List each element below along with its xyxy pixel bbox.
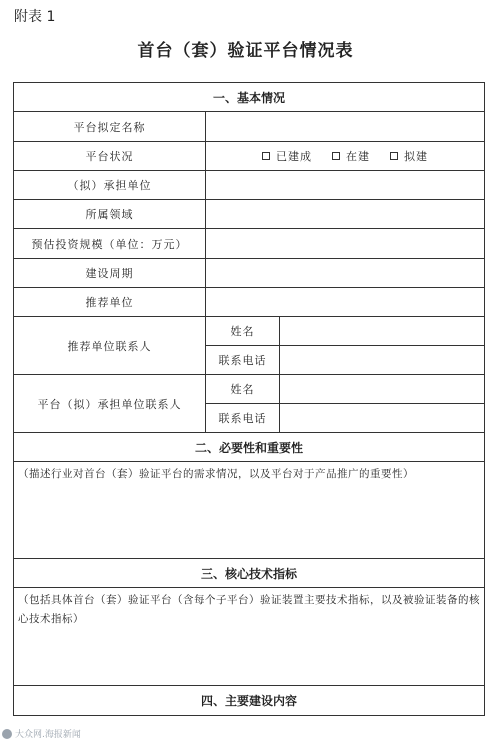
label-period: 建设周期 — [14, 259, 206, 288]
row-platform-status — [14, 142, 485, 171]
platform-info-table — [13, 82, 485, 716]
section-necessity-title: 二、必要性和重要性 — [14, 433, 485, 462]
label-recommending-contact-name: 姓名 — [206, 317, 280, 346]
section-core-title: 三、核心技术指标 — [14, 559, 485, 588]
label-investment: 预估投资规模（单位：万元） — [14, 229, 206, 259]
status-built-label: 已建成 — [276, 150, 313, 163]
status-option-built[interactable] — [262, 148, 312, 164]
checkbox-built[interactable] — [262, 152, 270, 160]
label-recommending-contact-phone: 联系电话 — [206, 346, 280, 375]
section-necessity-header — [14, 433, 485, 462]
watermark — [2, 727, 81, 740]
label-undertaking-contact-name: 姓名 — [206, 375, 280, 404]
document-title: 首台（套）验证平台情况表 — [137, 41, 354, 61]
label-platform-status: 平台状况 — [14, 142, 206, 171]
input-investment[interactable] — [206, 229, 485, 259]
input-period[interactable] — [206, 259, 485, 288]
input-undertaking-unit[interactable] — [206, 171, 485, 200]
status-options-cell — [206, 142, 485, 171]
input-undertaking-contact-phone[interactable] — [280, 404, 485, 433]
row-core-content — [14, 588, 485, 686]
section-construction-header — [14, 686, 485, 716]
watermark-text: 大众网.海报新闻 — [15, 730, 81, 740]
status-option-under-construction[interactable] — [332, 148, 370, 164]
row-recommending-unit — [14, 288, 485, 317]
input-recommending-unit[interactable] — [206, 288, 485, 317]
checkbox-planned[interactable] — [390, 152, 398, 160]
section-core-header — [14, 559, 485, 588]
row-investment — [14, 229, 485, 259]
input-recommending-contact-name[interactable] — [280, 317, 485, 346]
status-option-planned[interactable] — [390, 148, 428, 164]
appendix-label: 附表 1 — [14, 9, 56, 25]
input-undertaking-contact-name[interactable] — [280, 375, 485, 404]
row-period — [14, 259, 485, 288]
status-planned-label: 拟建 — [404, 150, 429, 163]
input-platform-name[interactable] — [206, 112, 485, 142]
label-recommending-unit: 推荐单位 — [14, 288, 206, 317]
row-undertaking-unit — [14, 171, 485, 200]
textarea-core[interactable] — [14, 588, 485, 686]
row-recommending-contact-name — [14, 317, 485, 346]
necessity-hint: （描述行业对首台（套）验证平台的需求情况，以及平台对于产品推广的重要性） — [18, 468, 414, 480]
row-platform-name — [14, 112, 485, 142]
label-platform-name: 平台拟定名称 — [14, 112, 206, 142]
label-recommending-contact: 推荐单位联系人 — [14, 317, 206, 375]
section-basic-title: 一、基本情况 — [14, 83, 485, 112]
section-basic-header — [14, 83, 485, 112]
row-undertaking-contact-name — [14, 375, 485, 404]
core-hint: （包括具体首台（套）验证平台（含每个子平台）验证装置主要技术指标，以及被验证装备的核心技术指标） — [18, 594, 480, 625]
textarea-necessity[interactable] — [14, 462, 485, 559]
checkbox-under-construction[interactable] — [332, 152, 340, 160]
input-recommending-contact-phone[interactable] — [280, 346, 485, 375]
section-construction-title: 四、主要建设内容 — [14, 686, 485, 716]
status-under-construction-label: 在建 — [346, 150, 371, 163]
label-field: 所属领域 — [14, 200, 206, 229]
watermark-logo-icon — [2, 729, 12, 739]
label-undertaking-contact: 平台（拟）承担单位联系人 — [14, 375, 206, 433]
input-field[interactable] — [206, 200, 485, 229]
row-necessity-content — [14, 462, 485, 559]
row-field — [14, 200, 485, 229]
label-undertaking-unit: （拟）承担单位 — [14, 171, 206, 200]
label-undertaking-contact-phone: 联系电话 — [206, 404, 280, 433]
